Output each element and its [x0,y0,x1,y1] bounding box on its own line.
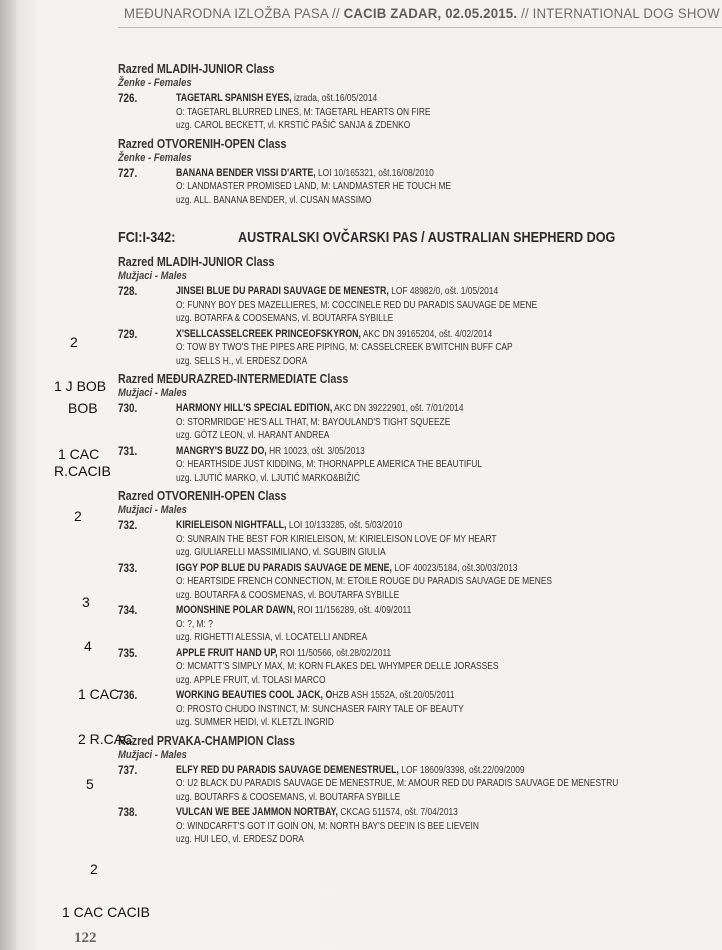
result-730-cac: 1 CAC [58,446,100,462]
breed-fci-code: FCI:I-342: [118,229,176,246]
dog-breeder-owner: uzg. ALL. BANANA BENDER, vl. CUSAN MASSIMO [176,193,372,206]
entry-dog-line [176,562,610,576]
breed-heading [118,229,718,249]
header-show-date: CACIB ZADAR, 02.05.2015. [343,6,518,21]
header-show-title: MEĐUNARODNA IZLOŽBA PASA // [124,6,340,21]
dog-registration: izrada, ošt.16/05/2014 [291,92,378,104]
catalog-entry [118,285,718,326]
dog-registration: LOF 40023/5184, ošt.30/03/2013 [391,561,518,574]
dog-parents: O: HEARTSIDE FRENCH CONNECTION, M: ETOILE ROUGE DU PARADIS SAUVAGE DE MENES [176,575,553,587]
entry-number: 734. [118,605,138,617]
catalog-entry [118,402,718,443]
dog-name: VULCAN WE BEE JAMMON NORTBAY, [176,806,338,818]
entry-dog-line [176,167,610,181]
dog-parents: O: U2 BLACK DU PARADIS SAUVAGE DE MENESTRUE, M: AMOUR RED DU PARADIS SAUVAGE DE MENESTRU [176,777,619,789]
dog-name: JINSEI BLUE DU PARADI SAUVAGE DE MENESTR, [176,285,389,297]
class-title: Razred MLADIH-JUNIOR Class [118,62,275,76]
catalog-entry [118,328,718,369]
sex-subtitle: Mužjaci - Males [118,270,187,282]
dog-name: MOONSHINE POLAR DAWN, [176,604,296,616]
result-738: 1 CAC CACIB [62,904,150,920]
dog-registration: LOF 18609/3398, ošt.22/09/2009 [398,763,525,776]
entry-dog-line [176,647,610,661]
dog-breeder-owner: uzg. GIULIARELLI MASSIMILIANO, vl. SGUBIN GIULIA [176,546,386,558]
sections-before-breed [118,62,718,207]
dog-parents: O: PROSTO CHUDO INSTINCT, M: SUNCHASER FAIRY TALE OF BEAUTY [176,702,464,715]
dog-breeder-owner: uzg. CAROL BECKETT, vl. KRSTIĆ PAŠIĆ SANJA & ZDENKO [176,119,411,131]
dog-name: HARMONY HILL'S SPECIAL EDITION, [176,402,333,414]
binding-gutter [0,0,16,950]
entry-dog-line [176,764,610,778]
dog-name: KIRIELEISON NIGHTFALL, [176,519,287,531]
result-732: 3 [82,594,90,610]
dog-registration: HR 10023, ošt. 3/05/2013 [266,444,365,457]
sex-subtitle: Mužjaci - Males [118,748,187,761]
entry-number: 727. [118,167,138,180]
dog-breeder-owner: uzg. RIGHETTI ALESSIA, vl. LOCATELLI ANDREA [176,631,368,643]
dog-registration: AKC DN 39222901, ošt. 7/01/2014 [332,402,464,414]
dog-name: IGGY POP BLUE DU PARADIS SAUVAGE DE MENE, [176,561,392,574]
dog-parents: O: FUNNY BOY DES MAZELLIERES, M: COCCINELE RED DU PARADIS SAUVAGE DE MENE [176,298,538,311]
dog-parents: O: STORMRIDGE' HE'S ALL THAT, M: BAYOULAND'S TIGHT SQUEEZE [176,415,451,428]
result-737: 2 [90,861,98,877]
entry-dog-line [176,806,610,820]
entry-dog-line [176,402,610,416]
sex-subtitle: Mužjaci - Males [118,504,187,516]
dog-registration: CKCAG 511574, ošt. 7/04/2013 [338,806,458,818]
result-731: 2 [74,508,82,524]
entry-number: 736. [118,690,138,702]
dog-parents: O: TOW BY TWO'S THE PIPES ARE PIPING, M: CASSELCREEK B'WITCHIN BUFF CAP [176,341,513,353]
dog-name: MANGRY'S BUZZ DO, [176,444,267,457]
result-734: 1 CAC [78,686,120,702]
entry-number: 729. [118,328,138,341]
entry-number: 730. [118,403,138,415]
entry-dog-line [176,519,610,533]
dog-parents: O: SUNRAIN THE BEST FOR KIRIELEISON, M: KIRIELEISON LOVE OF MY HEART [176,532,497,545]
dog-name: ELFY RED DU PARADIS SAUVAGE DEMENESTRUEL, [176,763,399,776]
dog-name: APPLE FRUIT HAND UP, [176,646,278,659]
dog-breeder-owner: uzg. GÖTZ LEON, vl. HARANT ANDREA [176,429,330,441]
dog-name: BANANA BENDER VISSI D'ARTE, [176,166,316,179]
result-729-bob: BOB [68,400,98,416]
catalog-entry [118,445,718,486]
header-show-subtitle: // INTERNATIONAL DOG SHOW [521,6,720,21]
dog-parents: O: TAGETARL BLURRED LINES, M: TAGETARL HEARTS ON FIRE [176,105,431,118]
catalog-entry [118,806,718,847]
dog-parents: O: ?, M: ? [176,617,213,630]
result-735: 2 R.CAC [78,731,134,747]
entry-number: 735. [118,647,138,660]
dog-name: X'SELLCASSELCREEK PRINCEOFSKYRON, [176,327,361,340]
class-title: Razred OTVORENIH-OPEN Class [118,489,287,503]
result-733: 4 [84,638,92,654]
breed-name: AUSTRALSKI OVČARSKI PAS / AUSTRALIAN SHEPHERD DOG [238,229,616,246]
sections-after-breed [118,255,718,847]
dog-breeder-owner: uzg. BOTARFA & COOSEMANS, vl. BOUTARFA SYBILLE [176,312,394,324]
class-title: Razred MEĐURAZRED-INTERMEDIATE Class [118,372,349,386]
entry-dog-line [176,689,610,703]
result-728: 2 [70,334,78,350]
catalog-entry [118,562,718,603]
dog-parents: O: LANDMASTER PROMISED LAND, M: LANDMASTER HE TOUCH ME [176,180,452,192]
catalog-entry [118,604,718,645]
dog-registration: ROI 11/156289, ošt. 4/09/2011 [295,604,412,616]
dog-registration: AKC DN 39165204, ošt. 4/02/2014 [360,327,493,340]
class-title: Razred MLADIH-JUNIOR Class [118,255,275,269]
class-title: Razred OTVORENIH-OPEN Class [118,136,287,151]
entry-number: 733. [118,562,138,575]
entry-number: 737. [118,764,138,777]
entry-number: 738. [118,807,138,819]
catalog-entry [118,647,718,688]
dog-registration: LOI 10/133285, ošt. 5/03/2010 [286,519,403,531]
dog-registration: HZB ASH 1552A, ošt.20/05/2011 [332,689,455,701]
class-title: Razred PRVAKA-CHAMPION Class [118,733,296,748]
dog-parents: O: MCMATT'S SIMPLY MAX, M: KORN FLAKES DEL WHYMPER DELLE JORASSES [176,660,499,672]
dog-breeder-owner: uzg. LJUTIĆ MARKO, vl. LJUTIĆ MARKO&BIŽIĆ [176,471,360,484]
dog-name: WORKING BEAUTIES COOL JACK, O [176,689,333,701]
entry-dog-line [176,92,610,106]
entry-number: 732. [118,520,138,532]
catalog-entry [118,92,718,133]
dog-breeder-owner: uzg. HUI LEO, vl. ERDESZ DORA [176,833,304,845]
dog-parents: O: WINDCARFT'S GOT IT GOIN ON, M: NORTH BAY'S DEE'IN IS BEE LIEVEIN [176,819,479,832]
dog-registration: LOI 10/165321, ošt.16/08/2010 [315,166,434,179]
catalog-entry [118,167,718,208]
sex-subtitle: Ženke - Females [118,151,192,164]
header-divider [118,27,722,28]
entry-number: 726. [118,93,138,105]
dog-breeder-owner: uzg. APPLE FRUIT, vl. TOLASI MARCO [176,673,326,686]
catalog-content [118,58,718,847]
result-730-rcacib: R.CACIB [54,463,111,479]
entry-dog-line [176,445,610,459]
dog-parents: O: HEARTHSIDE JUST KIDDING, M: THORNAPPLE AMERICA THE BEAUTIFUL [176,458,483,470]
entry-number: 728. [118,286,138,298]
dog-name: TAGETARL SPANISH EYES, [176,92,292,104]
catalog-entry [118,764,718,805]
dog-breeder-owner: uzg. SUMMER HEIDI, vl. KLETZL INGRID [176,716,334,728]
sex-subtitle: Mužjaci - Males [118,387,187,399]
entry-dog-line [176,285,610,299]
dog-registration: LOF 48982/0, ošt. 1/05/2014 [388,285,499,297]
entry-number: 731. [118,445,138,458]
sex-subtitle: Ženke - Females [118,77,192,89]
page-number: 122 [74,930,97,946]
dog-registration: ROI 11/50566, ošt.28/02/2011 [277,646,392,659]
page-header [124,6,720,28]
entry-dog-line [176,604,610,618]
result-736: 5 [86,776,94,792]
dog-breeder-owner: uzg. BOUTARFA & COOSMENAS, vl. BOUTARFA SYBILLE [176,588,400,601]
dog-breeder-owner: uzg. SELLS H., vl. ERDESZ DORA [176,354,308,367]
entry-dog-line [176,328,610,342]
catalog-entry [118,519,718,560]
catalog-entry [118,689,718,730]
result-729-junior-bob: 1 J BOB [54,378,107,394]
dog-breeder-owner: uzg. BOUTARFS & COOSEMANS, vl. BOUTARFA SYBILLE [176,790,401,803]
